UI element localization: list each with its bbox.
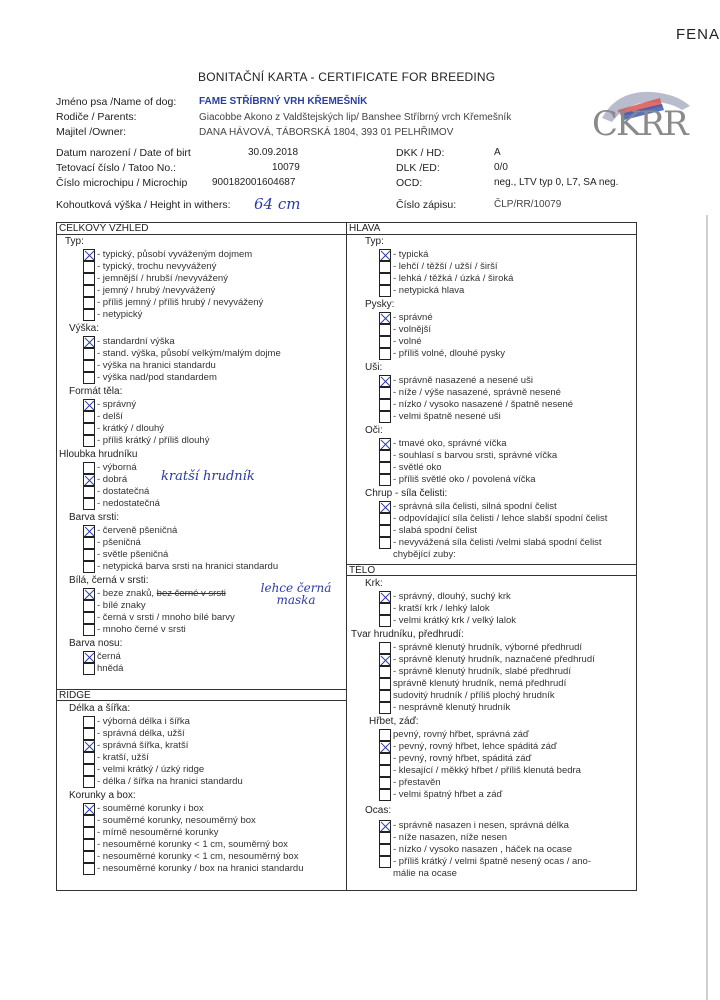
checkbox-checked[interactable] (379, 438, 391, 450)
ocd-label: OCD: (396, 177, 423, 189)
checkbox[interactable] (83, 360, 95, 372)
checkbox[interactable] (83, 752, 95, 764)
group-usi-title: Uši: (365, 362, 383, 373)
checkbox[interactable] (83, 435, 95, 447)
group-barva-title: Barva srsti: (69, 512, 120, 523)
group-pysky-title: Pysky: (365, 299, 395, 310)
dlk-value: 0/0 (494, 162, 508, 173)
checkbox[interactable] (379, 336, 391, 348)
checkbox[interactable] (379, 844, 391, 856)
checkbox[interactable] (379, 411, 391, 423)
checkbox[interactable] (83, 285, 95, 297)
dob-value: 30.09.2018 (248, 147, 299, 158)
checkbox-checked[interactable] (83, 740, 95, 752)
checkbox[interactable] (379, 729, 391, 741)
checkbox[interactable] (83, 663, 95, 675)
checkbox[interactable] (83, 827, 95, 839)
checkbox-checked[interactable] (83, 474, 95, 486)
group-vyska-title: Výška: (69, 323, 100, 334)
checkbox[interactable] (83, 273, 95, 285)
checkbox[interactable] (379, 753, 391, 765)
checkbox[interactable] (379, 285, 391, 297)
checkbox-checked[interactable] (83, 588, 95, 600)
checkbox-checked[interactable] (83, 525, 95, 537)
ocd-value: neg., LTV typ 0, L7, SA neg. (494, 177, 619, 188)
right-column: HLAVA Typ: - typická - lehčí / těžší / užší / širší - lehká / těžká / úzká / široká - netypická hlava Pysky: - správné - volnější - volné - příliš volné, dlouhé pysky Uši: - správně nasazené a nesené uši - níže / výše nasazené, správně nesené - nízko / vysoko nasazené / špatně nesené - velmi špatně nesené uši Oči: - tmavé oko, správné víčka - souhlasí s barvou srsti, správné víčka - světlé oko - příliš světlé oko / povolená víčka Chrup - síla čelisti: - správná síla čelisti, silná spodní čelist - odpovídající síla čelisti / lehce slabší spodní čelist - slabá spodní čelist - nevyvážená síla čelisti /velmi slabá spodní čelist chybějící zuby: TĚLO Krk: - správný, dlouhý, suchý krk - kratší krk / lehký lalok - velmi krátký krk / velký lalok Tvar hrudníku, předhrudí: - správně klenutý hrudník, výborné předhrudí - správně klenutý hrudník, naznačené předhrudí - správně klenutý hrudník, slabé předhrudí správně klenutý hrudník, nemá předhrudí sudovitý hrudník / příliš plochý hrudník - nesprávně klenutý hrudník Hřbet, záď: pevný, rovný hřbet, správná záď - pevný, rovný hřbet, lehce spáditá záď - pevný, rovný hřbet, spáditá záď - klesající / měkký hřbet / příliš klenutá bedra - přestavěn - velmi špatný hřbet a záď Ocas: - správně nasazen i nesen, správná délka - níže nasazen, níže nesen - nízko / vysoko nasazen , háček na ocase - příliš krátký / velmi špatně nesený ocas / ano- málie na ocase (346, 222, 637, 891)
checkbox[interactable] (379, 765, 391, 777)
group-format-title: Formát těla: (69, 386, 123, 397)
checkbox[interactable] (83, 851, 95, 863)
section-hlava: HLAVA (347, 223, 636, 235)
tattoo-label: Tetovací číslo / Tatoo No.: (56, 162, 177, 174)
checkbox-checked[interactable] (379, 375, 391, 387)
group-typ-title: Typ: (65, 236, 84, 247)
dkk-value: A (494, 147, 501, 158)
checkbox-checked[interactable] (379, 591, 391, 603)
checkbox[interactable] (83, 624, 95, 636)
checkbox-checked[interactable] (379, 312, 391, 324)
owner-label: Majitel /Owner: (56, 126, 127, 138)
zapis-value: ČLP/RR/10079 (494, 199, 562, 210)
group-oci-title: Oči: (365, 425, 383, 436)
checkbox[interactable] (83, 716, 95, 728)
checkbox[interactable] (83, 261, 95, 273)
checkbox[interactable] (379, 525, 391, 537)
group-delka-title: Délka a šířka: (69, 703, 131, 714)
section-telo: TĚLO (347, 564, 636, 576)
zapis-label: Číslo zápisu: (396, 199, 457, 211)
checkbox[interactable] (379, 462, 391, 474)
checkbox-checked[interactable] (83, 803, 95, 815)
dkk-label: DKK / HD: (396, 147, 445, 159)
logo-text: CKRR (592, 104, 687, 144)
checkbox-checked[interactable] (83, 336, 95, 348)
parents-label: Rodiče / Parents: (56, 111, 137, 123)
checkbox[interactable] (379, 777, 391, 789)
checkbox[interactable] (379, 642, 391, 654)
checkbox[interactable] (83, 486, 95, 498)
checkbox-checked[interactable] (83, 651, 95, 663)
checkbox-checked[interactable] (379, 501, 391, 513)
checkbox-checked[interactable] (379, 741, 391, 753)
chip-value: 900182001604687 (212, 177, 296, 188)
handwritten-note-hrudnik: kratší hrudník (161, 469, 255, 484)
checkbox[interactable] (83, 297, 95, 309)
checkbox[interactable] (379, 832, 391, 844)
height-value: 64 cm (254, 195, 301, 213)
checkbox[interactable] (379, 666, 391, 678)
checkbox[interactable] (83, 537, 95, 549)
page-title: BONITAČNÍ KARTA - CERTIFICATE FOR BREEDING (198, 70, 496, 84)
group-chrup-title: Chrup - síla čelisti: (365, 488, 448, 499)
checkbox[interactable] (83, 411, 95, 423)
checkbox[interactable] (83, 728, 95, 740)
group-typ-hlava-title: Typ: (365, 236, 384, 247)
group-hrudnik-title: Tvar hrudníku, předhrudí: (351, 629, 464, 640)
checkbox[interactable] (379, 615, 391, 627)
dog-name-label: Jméno psa /Name of dog: (56, 96, 177, 108)
checkbox[interactable] (83, 462, 95, 474)
checkbox[interactable] (379, 399, 391, 411)
checkbox-checked[interactable] (379, 249, 391, 261)
checkbox[interactable] (83, 348, 95, 360)
group-ocas-title: Ocas: (365, 805, 392, 816)
checkbox[interactable] (379, 273, 391, 285)
checkbox-checked[interactable] (379, 820, 391, 832)
group-hloubka-title: Hloubka hrudníku (59, 449, 138, 460)
section-celkovy-vzhled: CELKOVÝ VZHLED (57, 223, 346, 235)
checkbox[interactable] (379, 678, 391, 690)
checkbox[interactable] (379, 348, 391, 360)
checkbox[interactable] (379, 261, 391, 273)
checkbox[interactable] (379, 387, 391, 399)
group-bila-title: Bílá, černá v srsti: (69, 575, 149, 586)
handwritten-note-maska: lehce černá maska (260, 581, 332, 607)
dob-label: Datum narození / Date of birt (56, 147, 191, 159)
dog-name-value: FAME STŘÍBRNÝ VRH KŘEMEŠNÍK (199, 96, 368, 107)
group-hrbet-title: Hřbet, záď: (369, 716, 419, 727)
group-korunky-title: Korunky a box: (69, 790, 136, 801)
checkbox[interactable] (379, 537, 391, 549)
checkbox[interactable] (379, 603, 391, 615)
checkbox[interactable] (379, 702, 391, 714)
checkbox[interactable] (83, 423, 95, 435)
checkbox[interactable] (83, 863, 95, 875)
checkbox-checked[interactable] (83, 399, 95, 411)
parents-value: Giacobbe Akono z Valdštejských lip/ Banshee Stříbrný vrch Křemešník (199, 112, 512, 123)
checkbox[interactable] (83, 549, 95, 561)
left-column: CELKOVÝ VZHLED Typ: - typický, působí vyváženým dojmem - typický, trochu nevyvážený - jemnější / hrubší /nevyvážený - jemný / hrubý /nevyvážený - příliš jemný / příliš hrubý / nevyvážený - netypický Výška: - standardní výška - stand. výška, působí velkým/malým dojme - výška na hranici standardu - výška nad/pod standardem Formát těla: - správný - delší - krátký / dlouhý - příliš krátký / příliš dlouhý Hloubka hrudníku - výborná - dobrá kratší hrudník - dostatečná - nedostatečná Barva srsti: - červeně pšeničná - pšeničná - světle pšeničná - netypická barva srsti na hranici standardu Bílá, černá v srsti: - beze znaků, bez černé v srsti lehce černá maska - bílé znaky - černá v srsti / mnoho bílé barvy - mnoho černé v srsti Barva nosu: černá hnědá RIDGE Délka a šířka: - výborná délka i šířka - správná délka, užší - správná šířka, kratší - kratší, užší - velmi krátký / úzký ridge - délka / šířka na hranici standardu Korunky a box: - souměrné korunky i box - souměrné korunky, nesouměrný box - mírně nesouměrné korunky - nesouměrné korunky < 1 cm, souměrný box - nesouměrné korunky < 1 cm, nesouměrný box - nesouměrné korunky / box na hranici standardu (56, 222, 347, 891)
tattoo-value: 10079 (272, 162, 300, 173)
section-ridge: RIDGE (57, 689, 346, 701)
checkbox[interactable] (379, 324, 391, 336)
checkbox[interactable] (379, 789, 391, 801)
checkbox-checked[interactable] (83, 249, 95, 261)
page-edge (706, 215, 708, 1000)
checkbox[interactable] (83, 612, 95, 624)
group-nos-title: Barva nosu: (69, 638, 123, 649)
checkbox-checked[interactable] (379, 654, 391, 666)
checkbox[interactable] (379, 856, 391, 868)
checkbox[interactable] (83, 309, 95, 321)
checkbox[interactable] (83, 839, 95, 851)
group-krk-title: Krk: (365, 578, 383, 589)
chip-label: Číslo microchipu / Microchip (56, 177, 188, 189)
checkbox[interactable] (379, 513, 391, 525)
checkbox[interactable] (83, 498, 95, 510)
dlk-label: DLK /ED: (396, 162, 440, 174)
checkbox[interactable] (83, 815, 95, 827)
owner-value: DANA HÁVOVÁ, TÁBORSKÁ 1804, 393 01 PELHŘIMOV (199, 127, 454, 138)
checkbox[interactable] (83, 764, 95, 776)
checkbox[interactable] (379, 690, 391, 702)
checkbox[interactable] (83, 561, 95, 573)
height-label: Kohoutková výška / Height in withers: (56, 199, 231, 211)
page-corner-text: FENA (676, 26, 720, 43)
checkbox[interactable] (83, 776, 95, 788)
checkbox[interactable] (83, 372, 95, 384)
checkbox[interactable] (379, 474, 391, 486)
checkbox[interactable] (379, 450, 391, 462)
checkbox[interactable] (83, 600, 95, 612)
